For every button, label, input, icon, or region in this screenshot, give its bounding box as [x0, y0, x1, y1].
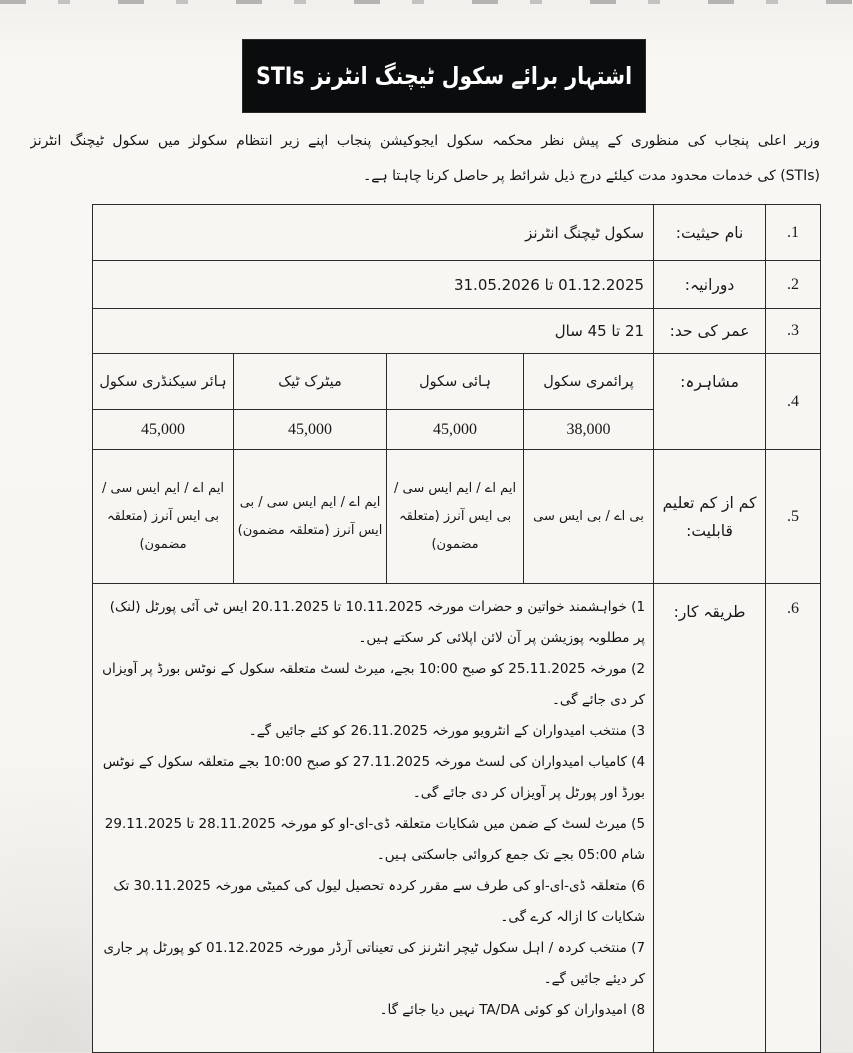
row-number: .1	[766, 205, 821, 261]
procedure-item: 5) میرٹ لسٹ کے ضمن میں شکایات متعلقہ ڈی-ای-او کو مورخہ 28.11.2025 تا 29.11.2025 شام 05:00 بجے تک جمع کروائی جاسکتی ہیں۔	[104, 816, 646, 863]
row-number: .3	[766, 309, 821, 354]
table-row-salary-header	[93, 354, 821, 410]
row-number: .4	[766, 354, 821, 450]
row-value: 01.12.2025 تا 31.05.2026	[93, 261, 654, 309]
table-row-qualification	[93, 450, 821, 584]
salary-column-header: پرائمری سکول	[524, 354, 654, 410]
procedure-item: 2) مورخہ 25.11.2025 کو صبح 10:00 بجے، میرٹ لسٹ متعلقہ سکول کے نوٹس بورڈ پر آویزاں کر دی جائے گی۔	[102, 661, 646, 708]
procedure-item: 3) منتخب امیدواران کے انٹرویو مورخہ 26.11.2025 کو کئے جائیں گے۔	[248, 723, 646, 739]
procedure-list	[93, 584, 654, 1053]
salary-column-header: میٹرک ٹیک	[234, 354, 387, 410]
salary-amount: 38,000	[524, 410, 654, 450]
row-label: نام حیثیت:	[654, 205, 766, 261]
intro-line-2: (STIs) کی خدمات محدود مدت کیلئے درج ذیل شرائط پر حاصل کرنا چاہتا ہے۔	[363, 168, 820, 184]
intro-paragraph	[30, 124, 820, 194]
procedure-item: 6) متعلقہ ڈی-ای-او کی طرف سے مقرر کردہ تحصیل لیول کی کمیٹی مورخہ 30.11.2025 تک شکایات کا ازالہ کرے گی۔	[113, 878, 646, 925]
salary-column-header: ہائی سکول	[387, 354, 524, 410]
page-title: اشتہار برائے سکول ٹیچنگ انٹرنز STIs	[256, 62, 632, 90]
salary-amount: 45,000	[234, 410, 387, 450]
title-banner	[243, 40, 645, 112]
salary-column-header: ہائر سیکنڈری سکول	[93, 354, 234, 410]
conditions-table	[92, 204, 821, 1053]
qualification-cell: ایم اے / ایم ایس سی / بی ایس آنرز (متعلقہ مضمون)	[387, 450, 524, 584]
procedure-item: 7) منتخب کردہ / اہل سکول ٹیچر انٹرنز کی تعیناتی آرڈر مورخہ 01.12.2025 کو پورٹل پر جاری کر دیئے جائیں گے۔	[103, 940, 646, 987]
intro-line-1: وزیر اعلی پنجاب کی منظوری کے پیش نظر محکمہ سکول ایجوکیشن پنجاب اپنے زیر انتظام سکولز میں سکول ٹیچنگ انٹرنز	[30, 133, 820, 149]
row-number: .2	[766, 261, 821, 309]
qualification-cell: ایم اے / ایم ایس سی / بی ایس آنرز (متعلقہ مضمون)	[234, 450, 387, 584]
salary-amount: 45,000	[93, 410, 234, 450]
row-value: سکول ٹیچنگ انٹرنز	[93, 205, 654, 261]
qualification-cell: ایم اے / ایم ایس سی / بی ایس آنرز (متعلقہ مضمون)	[93, 450, 234, 584]
procedure-item: 8) امیدواران کو کوئی TA/DA نہیں دیا جائے گا۔	[379, 1002, 646, 1018]
procedure-item: 1) خواہشمند خواتین و حضرات مورخہ 10.11.2025 تا 20.11.2025 ایس ٹی آئی پورٹل (لنک) پر مطلوبہ پوزیشن پر آن لائن اپلائی کر سکتے ہیں۔	[109, 599, 646, 646]
row-label: مشاہرہ:	[654, 354, 766, 450]
scan-edge-artifact	[0, 0, 853, 4]
salary-amount: 45,000	[387, 410, 524, 450]
procedure-item: 4) کامیاب امیدواران کی لسٹ مورخہ 27.11.2025 کو صبح 10:00 بجے متعلقہ سکول کے نوٹس بورڈ اور پورٹل پر آویزاں کر دی جائے گی۔	[102, 754, 646, 801]
row-label: کم از کم تعلیم قابلیت:	[654, 450, 766, 584]
row-number: .5	[766, 450, 821, 584]
table-row-duration	[93, 261, 821, 309]
table-row-age-limit	[93, 309, 821, 354]
row-label: طریقہ کار:	[654, 584, 766, 1053]
row-number: .6	[766, 584, 821, 1053]
row-label: دورانیہ:	[654, 261, 766, 309]
row-label: عمر کی حد:	[654, 309, 766, 354]
table-row-designation	[93, 205, 821, 261]
row-value: 21 تا 45 سال	[93, 309, 654, 354]
table-row-procedure	[93, 584, 821, 1053]
qualification-cell: بی اے / بی ایس سی	[524, 450, 654, 584]
